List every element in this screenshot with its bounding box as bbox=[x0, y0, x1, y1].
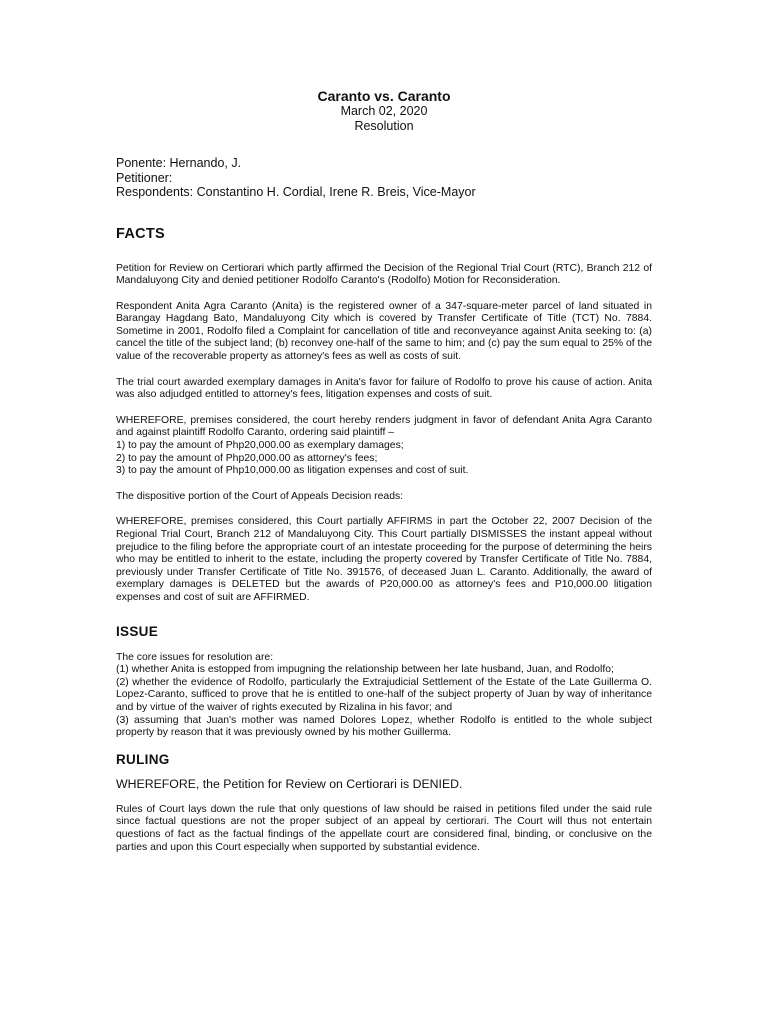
ponente-line: Ponente: Hernando, J. bbox=[116, 156, 242, 170]
case-type: Resolution bbox=[354, 119, 414, 133]
document-page bbox=[116, 88, 652, 867]
facts-heading: FACTS bbox=[116, 225, 166, 242]
title-block bbox=[116, 88, 652, 134]
case-date: March 02, 2020 bbox=[340, 104, 428, 118]
case-title: Caranto vs. Caranto bbox=[317, 88, 451, 104]
respondents-line: Respondents: Constantino H. Cordial, Irene R. Breis, Vice-Mayor bbox=[116, 185, 476, 199]
issue-heading: ISSUE bbox=[116, 623, 159, 639]
facts-paragraph-4: WHEREFORE, premises considered, the court hereby renders judgment in favor of defendant Anita Agra Caranto and against plaintiff Rodolfo Caranto, ordering said plaintiff – bbox=[116, 414, 652, 439]
ruling-heading: RULING bbox=[116, 751, 170, 767]
ruling-paragraph-1: Rules of Court lays down the rule that only questions of law should be raised in petitions filed under the said rule since factual questions are not the proper subject of an appeal by certiorari. The Court will thus not entertain questions of fact as the factual findings of the appellate court are considered final, binding, or conclusive on the parties and upon this Court especially when supported by substantial evidence. bbox=[116, 803, 652, 853]
issue-item: (3) assuming that Juan's mother was named Dolores Lopez, whether Rodolfo is entitled to the whole subject property by reason that it was previously owned by his mother Guillerma. bbox=[116, 714, 652, 739]
issue-intro: The core issues for resolution are: bbox=[116, 651, 274, 663]
issue-item: (1) whether Anita is estopped from impugning the relationship between her late husband, Juan, and Rodolfo; bbox=[116, 664, 614, 676]
issue-item: (2) whether the evidence of Rodolfo, particularly the Extrajudicial Settlement of the Estate of the Late Guillerma O. Lopez-Caranto, sufficed to prove that he is entitled to one-half of the subject property of Juan by way of inheritance and by virtue of the waiver of rights executed by Rizalina in his favor; and bbox=[116, 676, 652, 713]
list-item: 2) to pay the amount of Php20,000.00 as attorney's fees; bbox=[116, 452, 378, 464]
facts-paragraph-1: Petition for Review on Certiorari which partly affirmed the Decision of the Regional Trial Court (RTC), Branch 212 of Mandaluyong City and denied petitioner Rodolfo Caranto's (Rodolfo) Motion for Reconsideration. bbox=[116, 262, 652, 287]
facts-paragraph-2: Respondent Anita Agra Caranto (Anita) is the registered owner of a 347-square-meter parcel of land situated in Barangay Hagdang Bato, Mandaluyong City which is covered by Transfer Certificate of Title (TCT) No. 7884. Sometime in 2001, Rodolfo filed a Complaint for cancellation of title and reconveyance against Anita seeking to: (a) cancel the title of the subject land; (b) reconvey one-half of the same to him; and (c) pay the sum equal to 25% of the value of the recoverable property as attorney's fees as well as costs of suit. bbox=[116, 300, 652, 363]
facts-paragraph-6: WHEREFORE, premises considered, this Court partially AFFIRMS in part the October 22, 2007 Decision of the Regional Trial Court, Branch 212 of Mandaluyong City. This Court partially DISMISSES the instant appeal without prejudice to the filing before the appropriate court of an intestate proceeding for the purpose of determining the heirs who may be entitled to inherit to the estate, including the property covered by Transfer Certificate of Title No. 7884, previously under Transfer Certificate of Title No. 391576, of deceased Juan L. Caranto. Additionally, the award of exemplary damages is DELETED but the awards of P20,000.00 as attorney's fees and P10,000.00 litigation expenses and cost of suit are AFFIRMED. bbox=[116, 516, 652, 603]
list-item: 3) to pay the amount of Php10,000.00 as litigation expenses and cost of suit. bbox=[116, 465, 469, 477]
facts-paragraph-3: The trial court awarded exemplary damages in Anita's favor for failure of Rodolfo to prove his cause of action. Anita was also adjudged entitled to attorney's fees, litigation expenses and costs of suit. bbox=[116, 376, 652, 401]
petitioner-line: Petitioner: bbox=[116, 170, 173, 185]
issue-block bbox=[116, 652, 652, 740]
facts-paragraph-5: The dispositive portion of the Court of Appeals Decision reads: bbox=[116, 490, 404, 502]
ruling-lead: WHEREFORE, the Petition for Review on Certiorari is DENIED. bbox=[116, 776, 463, 791]
case-meta bbox=[116, 156, 652, 200]
list-item: 1) to pay the amount of Php20,000.00 as exemplary damages; bbox=[116, 440, 404, 452]
judgment-list bbox=[116, 440, 652, 478]
